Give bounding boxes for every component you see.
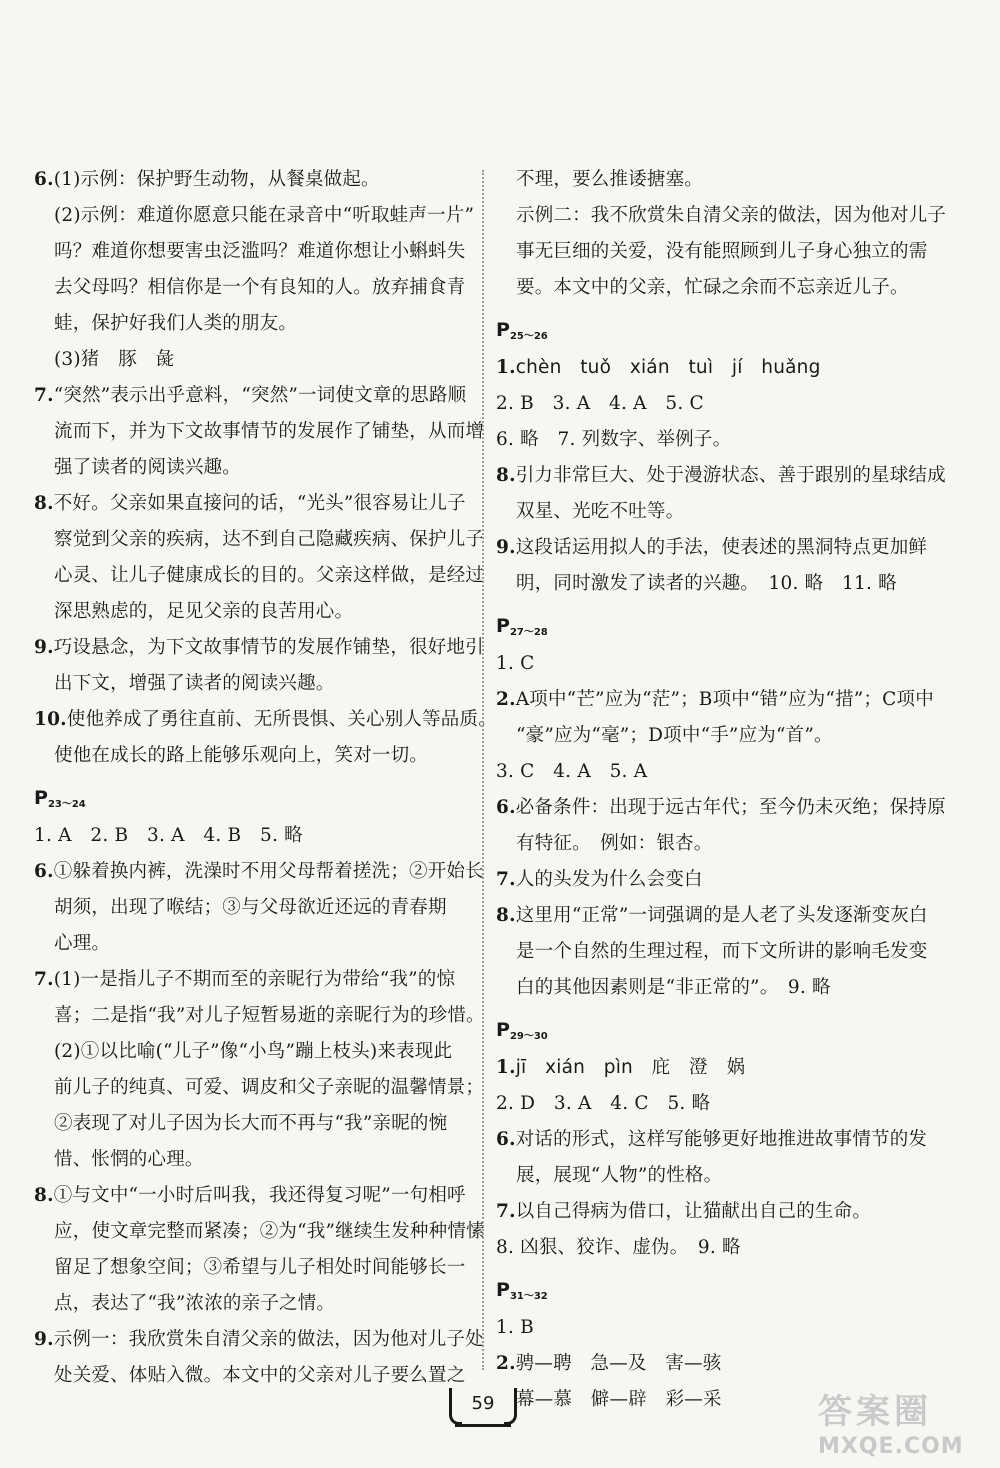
answer-continuation [496, 566, 936, 602]
answer-continuation [34, 1142, 474, 1178]
column-divider [482, 170, 484, 1370]
answer-text: 巧设悬念，为下文故事情节的发展作铺垫，很好地引 [53, 637, 484, 658]
answer-line [34, 1322, 484, 1358]
answer-line [496, 1194, 936, 1230]
answer-text: 2. B 3. A 4. A 5. C [496, 393, 704, 414]
answer-text: 蛙，保护好我们人类的朋友。 [54, 313, 298, 334]
answer-text: (2)示例：难道你愿意只能在录音中“听取蛙声一片” [54, 205, 475, 226]
answer-text: 出下文，增强了读者的阅读兴趣。 [54, 673, 335, 694]
answer-line [496, 1122, 936, 1158]
answer-text: 留足了想象空间；③希望与儿子相处时间能够长一 [54, 1257, 466, 1278]
answer-line [496, 386, 936, 422]
answer-text: 展，展现“人物”的性格。 [516, 1165, 723, 1186]
answer-continuation [496, 1158, 936, 1194]
question-number: 6. [34, 861, 54, 882]
section-letter: P [496, 615, 510, 637]
answer-text: 双星、光吃不吐等。 [516, 501, 685, 522]
answer-continuation [496, 970, 936, 1006]
answer-line [496, 790, 946, 826]
answer-continuation [34, 738, 474, 774]
answer-line [496, 1230, 936, 1266]
answer-continuation [34, 234, 474, 270]
question-number: 7. [34, 969, 54, 990]
answer-continuation [496, 198, 947, 234]
answer-continuation [34, 594, 474, 630]
answer-line [34, 378, 474, 414]
question-number: 6. [496, 797, 516, 818]
question-number: 7. [34, 385, 54, 406]
answer-line [34, 818, 474, 854]
answer-text: 胡须，出现了喉结；③与父母欲近还远的青春期 [54, 897, 447, 918]
answer-text: 心理。 [54, 933, 111, 954]
section-range: 27～28 [509, 627, 548, 638]
answer-text: 察觉到父亲的疾病，达不到自己隐藏疾病、保护儿子 [54, 529, 485, 550]
question-number: 7. [496, 869, 516, 890]
answer-line [34, 1178, 474, 1214]
section-range: 29～30 [509, 1031, 548, 1042]
watermark-title: 答案圈 [818, 1392, 932, 1432]
question-number: 9. [34, 637, 54, 658]
question-number: 6. [34, 169, 54, 190]
answer-line [496, 754, 936, 790]
answer-continuation [34, 1106, 474, 1142]
watermark-logo [818, 1390, 988, 1464]
watermark-url: MXQE.COM [818, 1434, 964, 1459]
answer-line [496, 1086, 936, 1122]
answer-text: 惜、怅惘的心理。 [54, 1149, 204, 1170]
answer-line [496, 682, 936, 718]
answer-text: 1. A 2. B 3. A 4. B 5. 略 [34, 825, 303, 846]
answer-text: 流而下，并为下文故事情节的发展作了铺垫，从而增 [54, 421, 485, 442]
answer-continuation [34, 414, 485, 450]
question-number: 8. [34, 493, 54, 514]
section-letter: P [496, 1279, 510, 1301]
answer-text: 深思熟虑的，足见父亲的良苦用心。 [54, 601, 354, 622]
answer-text: 处关爱、体贴入微。本文中的父亲对儿子要么置之 [54, 1365, 466, 1386]
answer-continuation [496, 270, 936, 306]
answer-text: ②表现了对儿子因为长大而不再与“我”亲昵的惋 [54, 1113, 448, 1134]
answer-continuation [496, 718, 936, 754]
answer-line [496, 530, 936, 566]
answer-text: 去父母吗？相信你是一个有良知的人。放弃捕食青 [54, 277, 466, 298]
answer-text: 8. 凶狠、狡诈、虚伪。 9. 略 [496, 1237, 741, 1258]
answer-text: 示例一：我欣赏朱自清父亲的做法，因为他对儿子处 [53, 1329, 484, 1350]
answer-text: 以自己得病为借口，让猫献出自己的生命。 [515, 1201, 872, 1222]
answer-text: 幕—慕 僻—辟 彩—采 [516, 1389, 722, 1410]
answer-continuation [496, 934, 936, 970]
answer-text: 这段话运用拟人的手法，使表述的黑洞特点更加鲜 [515, 537, 928, 558]
answer-line [34, 854, 484, 890]
answer-continuation [34, 998, 485, 1034]
section-page-range [496, 606, 936, 646]
section-range: 23～24 [47, 799, 86, 810]
answer-text: 6. 略 7. 列数字、举例子。 [496, 429, 732, 450]
section-letter: P [34, 787, 48, 809]
answer-text: 点，表达了“我”浓浓的亲子之情。 [54, 1293, 336, 1314]
answer-line [496, 458, 946, 494]
answer-text: 白的其他因素则是“非正常的”。 9. 略 [516, 977, 831, 998]
question-number: 2. [496, 689, 516, 710]
answer-line [496, 898, 936, 934]
answer-text: 2. D 3. A 4. C 5. 略 [496, 1093, 711, 1114]
question-number: 9. [34, 1329, 54, 1350]
question-number: 8. [34, 1185, 54, 1206]
answer-text: 喜；二是指“我”对儿子短暂易逝的亲昵行为的珍惜。 [54, 1005, 485, 1026]
answer-text: (3)猪 豚 彘 [54, 349, 175, 370]
question-number: 10. [34, 709, 67, 730]
right-column [496, 162, 947, 1418]
answer-line [496, 862, 936, 898]
answer-line [34, 702, 497, 738]
section-range: 25～26 [509, 331, 548, 342]
answer-continuation [34, 306, 474, 342]
answer-continuation [34, 342, 474, 378]
answer-text: 使他在成长的路上能够乐观向上，笑对一切。 [54, 745, 429, 766]
answer-text: 有特征。 例如：银杏。 [516, 833, 713, 854]
answer-text: 不好。父亲如果直接问的话，“光头”很容易让儿子 [53, 493, 466, 514]
answer-text: 使他养成了勇往直前、无所畏惧、关心别人等品质。 [66, 709, 497, 730]
left-column [34, 162, 497, 1394]
answer-text: (1)一是指儿子不期而至的亲昵行为带给“我”的惊 [53, 969, 456, 990]
answer-text: 3. C 4. A 5. A [496, 761, 648, 782]
answer-continuation [34, 1250, 474, 1286]
answer-line [496, 422, 936, 458]
answer-continuation [34, 1358, 474, 1394]
answer-continuation [34, 522, 485, 558]
answer-continuation [34, 558, 485, 594]
answer-line [496, 1310, 936, 1346]
answer-line [34, 630, 484, 666]
answer-text: (1)示例：保护野生动物，从餐桌做起。 [53, 169, 380, 190]
answer-continuation [34, 270, 474, 306]
answer-continuation [34, 1070, 485, 1106]
answer-continuation [34, 890, 474, 926]
answer-line [34, 486, 474, 522]
answer-text: 对话的形式，这样写能够更好地推进故事情节的发 [515, 1129, 928, 1150]
page-number: 59 [455, 1384, 511, 1427]
answer-text: 心灵、让儿子健康成长的目的。父亲这样做，是经过 [54, 565, 485, 586]
answer-text: “突然”表示出乎意料，“突然”一词使文章的思路顺 [53, 385, 467, 406]
pinyin-answer: jī xián pìn 庇 澄 娲 [515, 1057, 746, 1078]
answer-continuation [34, 666, 474, 702]
section-page-range [496, 1270, 936, 1310]
answer-continuation [34, 1286, 474, 1322]
answer-text: ①躲着换内裤，洗澡时不用父母帮着搓洗；②开始长 [53, 861, 484, 882]
answer-line [34, 962, 474, 998]
answer-text: “豪”应为“毫”；D项中“手”应为“首”。 [516, 725, 833, 746]
section-page-range [496, 310, 936, 350]
answer-text: 前儿子的纯真、可爱、调皮和父子亲昵的温馨情景； [54, 1077, 485, 1098]
answer-continuation [34, 198, 474, 234]
answer-text: 应，使文章完整而紧凑；②为“我”继续生发种种情愫 [54, 1221, 485, 1242]
question-number: 1. [496, 1057, 516, 1078]
answer-continuation [496, 162, 936, 198]
answer-text: A项中“芒”应为“茫”；B项中“错”应为“措”；C项中 [515, 689, 934, 710]
answer-continuation [34, 1214, 485, 1250]
answer-text: 事无巨细的关爱，没有能照顾到儿子身心独立的需 [516, 241, 928, 262]
answer-text: 不理，要么推诿搪塞。 [516, 169, 704, 190]
pinyin-answer: chèn tuǒ xián tuì jí huǎng [515, 357, 821, 378]
section-page-range [34, 778, 474, 818]
answer-line [496, 646, 936, 682]
section-letter: P [496, 1019, 510, 1041]
question-number: 6. [496, 1129, 516, 1150]
answer-text: 人的头发为什么会变白 [515, 869, 703, 890]
answer-text: (2)①以比喻(“儿子”像“小鸟”蹦上枝头)来表现此 [54, 1041, 453, 1062]
answer-text: 示例二：我不欣赏朱自清父亲的做法，因为他对儿子 [516, 205, 947, 226]
answer-continuation [34, 926, 474, 962]
answer-continuation [496, 826, 936, 862]
question-number: 8. [496, 905, 516, 926]
answer-text: 必备条件：出现于远古年代；至今仍未灭绝；保持原 [515, 797, 946, 818]
section-letter: P [496, 319, 510, 341]
answer-text: 要。本文中的父亲，忙碌之余而不忘亲近儿子。 [516, 277, 909, 298]
question-number: 1. [496, 357, 516, 378]
answer-continuation [34, 1034, 474, 1070]
answer-continuation [34, 450, 474, 486]
answer-line [34, 162, 474, 198]
answer-text: 强了读者的阅读兴趣。 [54, 457, 242, 478]
section-page-range [496, 1010, 936, 1050]
answer-text: ①与文中“一小时后叫我，我还得复习呢”一句相呼 [53, 1185, 466, 1206]
answer-text: 引力非常巨大、处于漫游状态、善于跟别的星球结成 [515, 465, 946, 486]
answer-text: 1. B [496, 1317, 534, 1338]
answer-text: 骋—聘 急—及 害—骇 [515, 1353, 722, 1374]
answer-text: 这里用“正常”一词强调的是人老了头发逐渐变灰白 [515, 905, 928, 926]
answer-line [496, 1346, 936, 1382]
question-number: 7. [496, 1201, 516, 1222]
question-number: 9. [496, 537, 516, 558]
answer-text: 吗？难道你想要害虫泛滥吗？难道你想让小蝌蚪失 [54, 241, 466, 262]
section-range: 31～32 [509, 1291, 548, 1302]
answer-continuation [496, 234, 936, 270]
answer-text: 1. C [496, 653, 535, 674]
answer-line [496, 1050, 936, 1086]
answer-continuation [496, 494, 936, 530]
question-number: 2. [496, 1353, 516, 1374]
question-number: 8. [496, 465, 516, 486]
answer-text: 是一个自然的生理过程，而下文所讲的影响毛发变 [516, 941, 928, 962]
answer-line [496, 350, 936, 386]
answer-text: 明，同时激发了读者的兴趣。 10. 略 11. 略 [516, 573, 897, 594]
